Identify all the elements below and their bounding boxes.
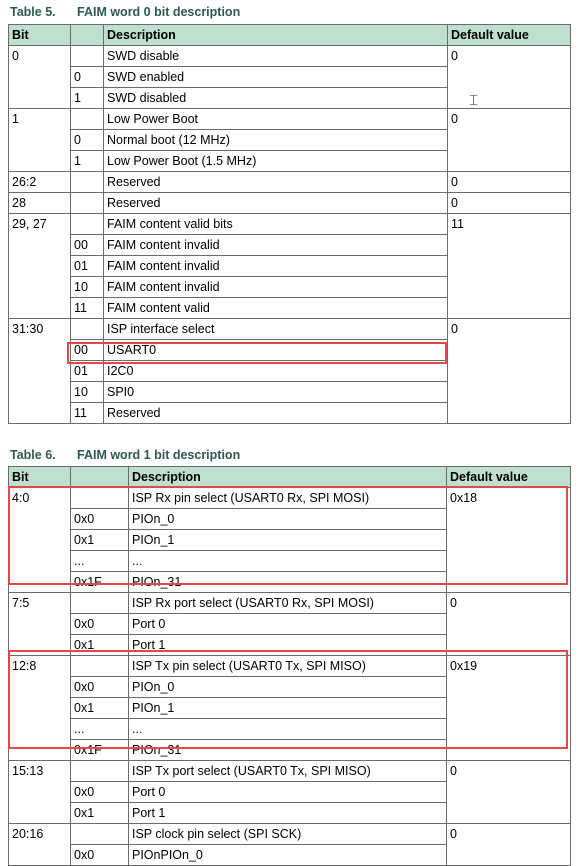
- value-cell: [71, 46, 104, 67]
- table-row: [9, 109, 571, 130]
- default-cell: 0: [447, 824, 571, 845]
- value-cell: ...: [71, 719, 129, 740]
- description-cell: SPI0: [104, 382, 448, 403]
- default-cell: [448, 382, 571, 403]
- description-cell: Low Power Boot (1.5 MHz): [104, 151, 448, 172]
- table6-caption: [10, 448, 240, 462]
- description-cell: ISP Rx port select (USART0 Rx, SPI MOSI): [129, 593, 447, 614]
- default-cell: [448, 235, 571, 256]
- table-row: [9, 403, 571, 424]
- header-cell: Bit: [9, 25, 71, 46]
- default-cell: 0x19: [447, 656, 571, 677]
- bit-cell: [9, 614, 71, 635]
- value-cell: [71, 319, 104, 340]
- default-cell: [447, 782, 571, 803]
- value-cell: [71, 193, 104, 214]
- description-cell: Port 0: [129, 614, 447, 635]
- description-cell: Reserved: [104, 193, 448, 214]
- description-cell: FAIM content valid bits: [104, 214, 448, 235]
- description-cell: ISP Rx pin select (USART0 Rx, SPI MOSI): [129, 488, 447, 509]
- bit-cell: [9, 298, 71, 319]
- table-row: [9, 361, 571, 382]
- default-cell: [448, 67, 571, 88]
- table-row: [9, 719, 571, 740]
- default-cell: [447, 530, 571, 551]
- table-row: [9, 319, 571, 340]
- bit-cell: 4:0: [9, 488, 71, 509]
- bit-cell: 28: [9, 193, 71, 214]
- table-row: [9, 803, 571, 824]
- bit-cell: [9, 509, 71, 530]
- table-row: [9, 172, 571, 193]
- header-cell: Description: [104, 25, 448, 46]
- value-cell: 0x1F: [71, 572, 129, 593]
- table-row: [9, 235, 571, 256]
- bit-cell: [9, 698, 71, 719]
- table-row: [9, 67, 571, 88]
- value-cell: [71, 214, 104, 235]
- value-cell: 0x0: [71, 614, 129, 635]
- bit-cell: [9, 151, 71, 172]
- value-cell: 11: [71, 403, 104, 424]
- table-row: [9, 277, 571, 298]
- value-cell: [71, 761, 129, 782]
- bit-cell: 26:2: [9, 172, 71, 193]
- description-cell: SWD disable: [104, 46, 448, 67]
- bit-cell: [9, 235, 71, 256]
- value-cell: 0x1: [71, 635, 129, 656]
- description-cell: Port 0: [129, 782, 447, 803]
- value-cell: 11: [71, 298, 104, 319]
- default-cell: [447, 719, 571, 740]
- description-cell: FAIM content invalid: [104, 277, 448, 298]
- value-cell: 0x0: [71, 845, 129, 866]
- default-cell: 11: [448, 214, 571, 235]
- table-row: [9, 845, 571, 866]
- value-cell: [71, 488, 129, 509]
- bit-cell: [9, 635, 71, 656]
- table-row: [9, 46, 571, 67]
- default-cell: [448, 151, 571, 172]
- description-cell: PIOn_0: [129, 677, 447, 698]
- table5-caption: [10, 5, 240, 19]
- bit-cell: 15:13: [9, 761, 71, 782]
- bit-cell: [9, 361, 71, 382]
- table-row: [9, 214, 571, 235]
- description-cell: Port 1: [129, 635, 447, 656]
- table-row: [9, 614, 571, 635]
- header-cell: Default value: [447, 467, 571, 488]
- description-cell: PIOn_0: [129, 509, 447, 530]
- table-row: [9, 824, 571, 845]
- bit-cell: 0: [9, 46, 71, 67]
- table-row: [9, 740, 571, 761]
- table6-caption-title: FAIM word 1 bit description: [77, 448, 241, 462]
- default-cell: 0: [448, 46, 571, 67]
- default-cell: 0: [448, 319, 571, 340]
- table-row: [9, 193, 571, 214]
- default-cell: 0: [447, 761, 571, 782]
- description-cell: I2C0: [104, 361, 448, 382]
- value-cell: 01: [71, 256, 104, 277]
- description-cell: FAIM content invalid: [104, 256, 448, 277]
- default-cell: 0: [448, 172, 571, 193]
- value-cell: 0: [71, 130, 104, 151]
- value-cell: [71, 593, 129, 614]
- default-cell: [447, 635, 571, 656]
- table-row: [9, 635, 571, 656]
- description-cell: USART0: [104, 340, 448, 361]
- value-cell: 10: [71, 382, 104, 403]
- value-cell: 0x1: [71, 530, 129, 551]
- value-cell: [71, 172, 104, 193]
- bit-cell: [9, 845, 71, 866]
- default-cell: [448, 130, 571, 151]
- description-cell: PIOn_31: [129, 572, 447, 593]
- table-row: [9, 298, 571, 319]
- value-cell: 0x1: [71, 803, 129, 824]
- table-row: [9, 677, 571, 698]
- table-row: [9, 88, 571, 109]
- description-cell: SWD enabled: [104, 67, 448, 88]
- bit-cell: 1: [9, 109, 71, 130]
- description-cell: ISP interface select: [104, 319, 448, 340]
- description-cell: ...: [129, 719, 447, 740]
- table-row: [9, 782, 571, 803]
- description-cell: PIOn_31: [129, 740, 447, 761]
- bit-cell: [9, 277, 71, 298]
- default-cell: [447, 551, 571, 572]
- description-cell: PIOn_1: [129, 530, 447, 551]
- default-cell: [447, 803, 571, 824]
- description-cell: ISP Tx port select (USART0 Tx, SPI MISO): [129, 761, 447, 782]
- table-header-row: [9, 25, 571, 46]
- bit-cell: 31:30: [9, 319, 71, 340]
- table5-caption-number: Table 5.: [10, 5, 56, 19]
- bit-cell: [9, 782, 71, 803]
- bit-cell: [9, 530, 71, 551]
- default-cell: [448, 88, 571, 109]
- value-cell: 1: [71, 151, 104, 172]
- table-row: [9, 509, 571, 530]
- table-row: [9, 256, 571, 277]
- table-row: [9, 130, 571, 151]
- table6-caption-number: Table 6.: [10, 448, 56, 462]
- value-cell: 10: [71, 277, 104, 298]
- description-cell: Normal boot (12 MHz): [104, 130, 448, 151]
- default-cell: 0: [448, 109, 571, 130]
- default-cell: [448, 361, 571, 382]
- description-cell: ISP clock pin select (SPI SCK): [129, 824, 447, 845]
- bit-cell: [9, 740, 71, 761]
- description-cell: ...: [129, 551, 447, 572]
- value-cell: [71, 656, 129, 677]
- value-cell: 0x1: [71, 698, 129, 719]
- description-cell: FAIM content valid: [104, 298, 448, 319]
- table-row: [9, 151, 571, 172]
- table-row: [9, 698, 571, 719]
- description-cell: FAIM content invalid: [104, 235, 448, 256]
- value-cell: [71, 109, 104, 130]
- default-cell: 0: [447, 593, 571, 614]
- table-header-row: [9, 467, 571, 488]
- default-cell: [447, 509, 571, 530]
- default-cell: [447, 614, 571, 635]
- default-cell: [447, 572, 571, 593]
- table-row: [9, 572, 571, 593]
- default-cell: [447, 845, 571, 866]
- faim-word1-table: [8, 466, 571, 866]
- table-row: [9, 530, 571, 551]
- default-cell: [448, 298, 571, 319]
- table-row: [9, 551, 571, 572]
- header-cell: Bit: [9, 467, 71, 488]
- table-row: [9, 593, 571, 614]
- table5-caption-title: FAIM word 0 bit description: [77, 5, 241, 19]
- table-row: [9, 382, 571, 403]
- default-cell: 0: [448, 193, 571, 214]
- bit-cell: [9, 340, 71, 361]
- value-cell: 0x0: [71, 677, 129, 698]
- header-cell: Description: [129, 467, 447, 488]
- value-cell: 1: [71, 88, 104, 109]
- default-cell: [448, 340, 571, 361]
- bit-cell: [9, 551, 71, 572]
- header-cell: [71, 25, 104, 46]
- bit-cell: 20:16: [9, 824, 71, 845]
- description-cell: Reserved: [104, 172, 448, 193]
- description-cell: PIOnPIOn_0: [129, 845, 447, 866]
- value-cell: 0x1F: [71, 740, 129, 761]
- bit-cell: 7:5: [9, 593, 71, 614]
- value-cell: 00: [71, 340, 104, 361]
- text-cursor-icon: ⌶: [469, 91, 479, 109]
- bit-cell: [9, 572, 71, 593]
- default-cell: [447, 740, 571, 761]
- bit-cell: 12:8: [9, 656, 71, 677]
- description-cell: SWD disabled: [104, 88, 448, 109]
- description-cell: Reserved: [104, 403, 448, 424]
- value-cell: ...: [71, 551, 129, 572]
- bit-cell: [9, 67, 71, 88]
- value-cell: 01: [71, 361, 104, 382]
- bit-cell: [9, 130, 71, 151]
- description-cell: Low Power Boot: [104, 109, 448, 130]
- bit-cell: [9, 719, 71, 740]
- bit-cell: [9, 403, 71, 424]
- faim-word0-table: [8, 24, 571, 424]
- description-cell: ISP Tx pin select (USART0 Tx, SPI MISO): [129, 656, 447, 677]
- header-cell: Default value: [448, 25, 571, 46]
- table-row: [9, 488, 571, 509]
- default-cell: [447, 698, 571, 719]
- bit-cell: [9, 382, 71, 403]
- value-cell: 0: [71, 67, 104, 88]
- value-cell: 0x0: [71, 509, 129, 530]
- table-row: [9, 761, 571, 782]
- bit-cell: [9, 256, 71, 277]
- default-cell: [448, 277, 571, 298]
- value-cell: [71, 824, 129, 845]
- default-cell: [447, 677, 571, 698]
- table-row: [9, 656, 571, 677]
- value-cell: 00: [71, 235, 104, 256]
- bit-cell: [9, 677, 71, 698]
- bit-cell: 29, 27: [9, 214, 71, 235]
- table-row: [9, 340, 571, 361]
- default-cell: [448, 403, 571, 424]
- default-cell: [448, 256, 571, 277]
- default-cell: 0x18: [447, 488, 571, 509]
- bit-cell: [9, 803, 71, 824]
- value-cell: 0x0: [71, 782, 129, 803]
- header-cell: [71, 467, 129, 488]
- description-cell: Port 1: [129, 803, 447, 824]
- bit-cell: [9, 88, 71, 109]
- description-cell: PIOn_1: [129, 698, 447, 719]
